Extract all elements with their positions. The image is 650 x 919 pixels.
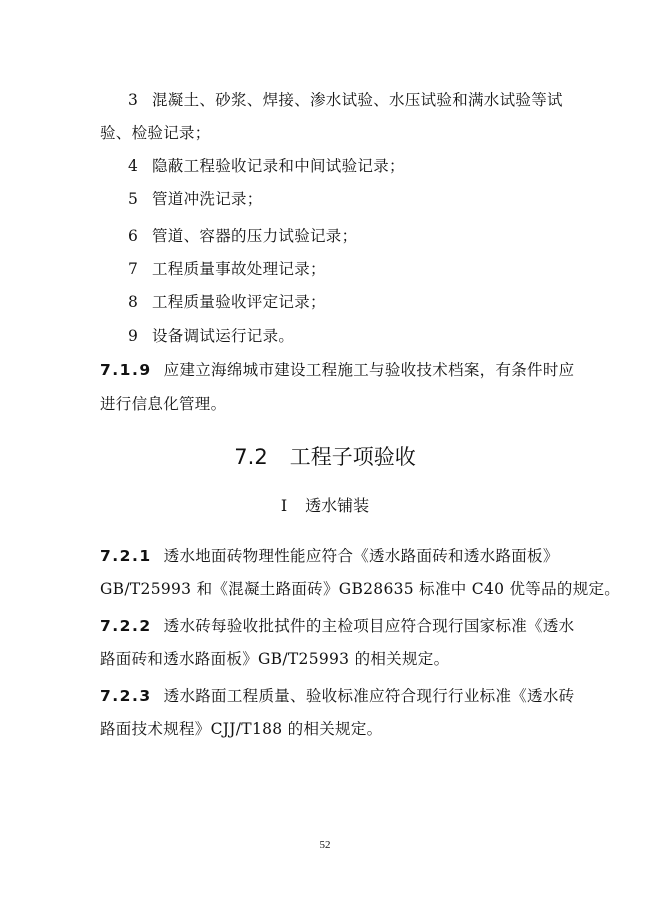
list-item-7 [128,258,588,280]
list-item-3-continuation: 验、检验记录； [100,124,211,142]
list-item-text: 工程质量验收评定记录； [152,293,326,311]
subsection-heading [0,495,650,517]
list-item-text: 隐蔽工程验收记录和中间试验记录； [152,157,405,175]
subsection-numeral: I [280,496,288,515]
clause-7-2-3-continuation: 路面技术规程》CJJ/T188 的相关规定。 [100,720,383,738]
clause-7-2-3 [100,685,575,707]
list-item-3 [128,89,588,111]
list-item-text: 工程质量事故处理记录； [152,260,326,278]
section-number: 7.2 [234,445,268,469]
clause-7-2-2 [100,615,575,637]
list-item-number: 4 [128,157,139,175]
clause-text: 透水路面工程质量、验收标准应符合现行行业标准《透水砖 [163,687,575,705]
section-heading [0,443,650,471]
list-item-number: 8 [128,293,139,311]
clause-text: 透水地面砖物理性能应符合《透水路面砖和透水路面板》 [163,547,559,565]
clause-7-2-1-continuation: GB/T25993 和《混凝土路面砖》GB28635 标准中 C40 优等品的规定。 [100,580,621,598]
clause-number: 7.2.2 [100,617,152,635]
list-item-text: 混凝土、砂浆、焊接、渗水试验、水压试验和满水试验等试 [152,91,563,109]
list-item-4 [128,155,588,177]
clause-7-2-2-continuation: 路面砖和透水路面板》GB/T25993 的相关规定。 [100,650,450,668]
list-item-6 [128,225,588,247]
clause-number: 7.2.3 [100,687,152,705]
clause-7-1-9-continuation: 进行信息化管理。 [100,395,227,413]
clause-7-1-9 [100,359,575,381]
clause-text: 透水砖每验收批拭件的主检项目应符合现行国家标准《透水 [163,617,575,635]
list-item-text: 管道、容器的压力试验记录； [152,227,358,245]
list-item-number: 7 [128,260,139,278]
list-item-number: 6 [128,227,139,245]
clause-text: 应建立海绵城市建设工程施工与验收技术档案，有条件时应 [163,361,575,379]
list-item-number: 3 [128,91,139,109]
list-item-5 [128,188,588,210]
clause-7-2-1 [100,545,560,567]
list-item-text: 管道冲洗记录； [152,190,263,208]
clause-number: 7.1.9 [100,361,152,379]
clause-number: 7.2.1 [100,547,152,565]
list-item-8 [128,291,588,313]
list-item-text: 设备调试运行记录。 [152,327,295,345]
page-number: 52 [319,839,331,851]
list-item-9 [128,325,588,347]
section-title: 工程子项验收 [289,445,416,469]
subsection-title: 透水铺装 [305,496,370,515]
list-item-number: 9 [128,327,139,345]
list-item-number: 5 [128,190,139,208]
